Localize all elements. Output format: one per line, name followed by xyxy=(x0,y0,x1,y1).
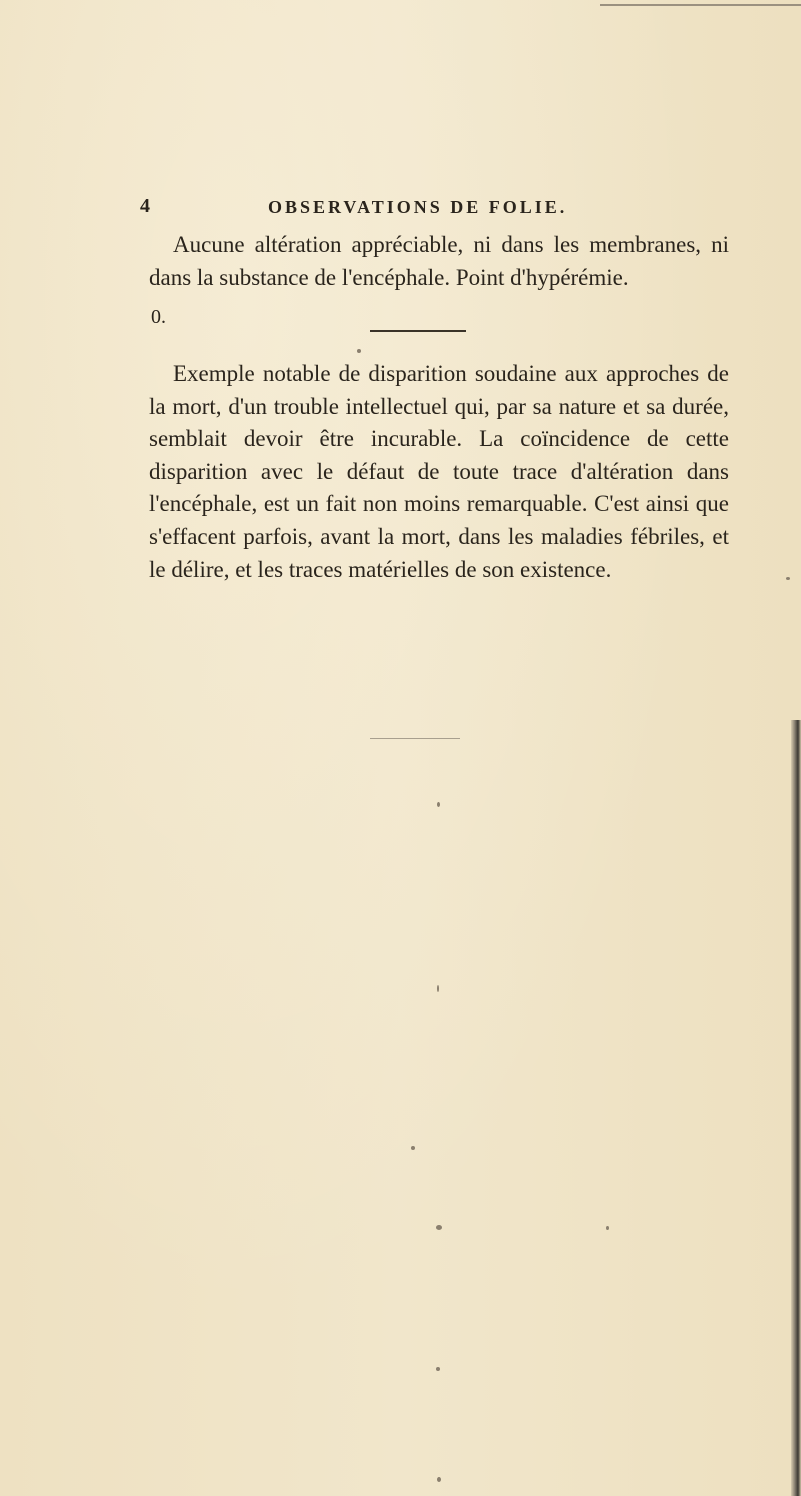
paragraph-commentary xyxy=(149,358,729,586)
paper-speck xyxy=(437,985,439,992)
paper-speck xyxy=(437,802,440,807)
paper-speck xyxy=(437,1477,441,1482)
paragraph-text: Aucune altération appréciable, ni dans les membranes, ni dans la substance de l'encéphale. Point d'hypérémie. xyxy=(149,232,729,290)
paper-speck xyxy=(606,1226,609,1230)
paragraph-text: Exemple notable de disparition soudaine aux approches de la mort, d'un trouble intellectuel qui, par sa nature et sa durée, semblait devoir être incurable. La coïncidence de cette disparition avec le défaut de toute trace d'altération dans l'encéphale, est un fait non moins remarquable. C'est ainsi que s'effacent parfois, avant la mort, dans les maladies fébriles, et le délire, et les traces matérielles de son existence. xyxy=(149,361,729,582)
paper-speck xyxy=(436,1367,440,1371)
bleed-through-rule xyxy=(370,738,460,739)
section-separator xyxy=(370,330,466,332)
paragraph-autopsy xyxy=(149,229,729,294)
paper-speck xyxy=(411,1146,415,1150)
signature-initial: 0. xyxy=(151,306,166,328)
page-top-edge xyxy=(600,4,801,6)
page-number: 4 xyxy=(140,195,150,217)
paper-speck xyxy=(357,349,361,353)
page-header xyxy=(140,194,640,224)
paper-speck xyxy=(436,1225,442,1230)
paper-speck xyxy=(786,577,790,580)
running-head: OBSERVATIONS DE FOLIE. xyxy=(268,197,568,217)
page-right-edge xyxy=(791,720,801,1496)
